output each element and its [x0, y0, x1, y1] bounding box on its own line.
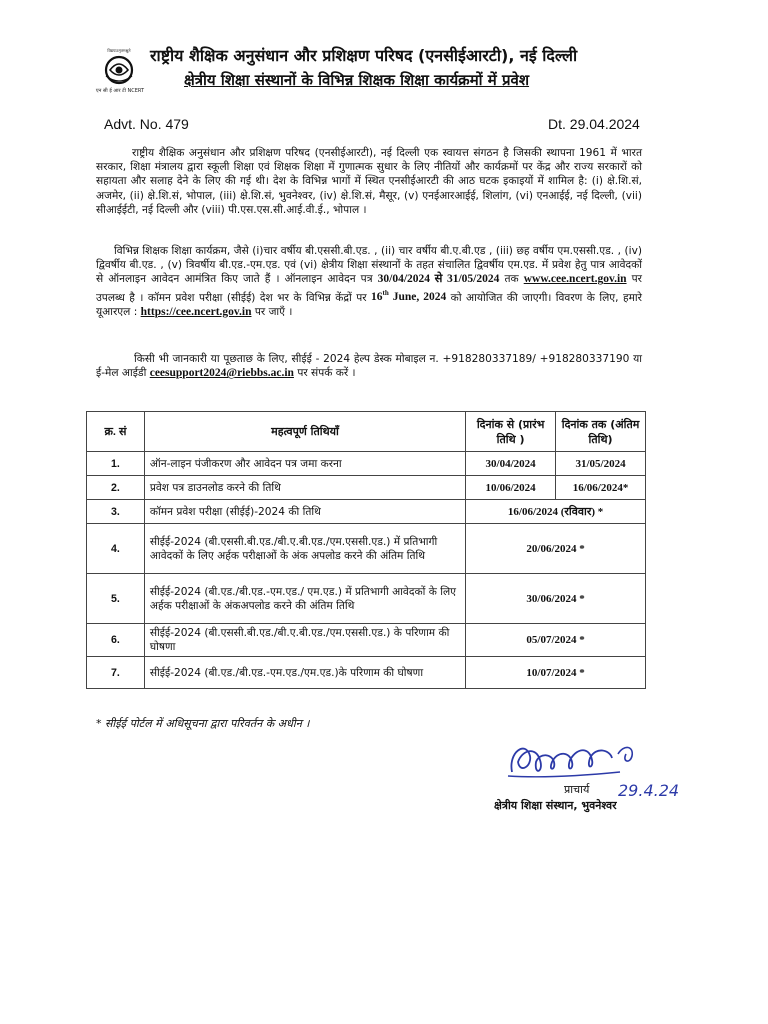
row-event: कॉमन प्रवेश परीक्षा (सीईई)-2024 की तिथि	[144, 500, 465, 524]
row-serial: 6.	[87, 624, 145, 657]
header-from: दिनांक से (प्रारंभ तिथि )	[466, 412, 556, 452]
table-header-row	[87, 412, 646, 452]
text-span: पर उपलब्ध है । कॉमन प्रवेश परीक्षा (सीईई) देश भर के विभिन्न केंद्रों पर	[96, 273, 642, 304]
table-row	[87, 476, 646, 500]
table-row	[87, 657, 646, 689]
table-row	[87, 574, 646, 624]
row-event: सीईई-2024 (बी.एड./बी.एड.-एम.एड./एम.एड.)के परिणाम की घोषणा	[144, 657, 465, 689]
row-serial: 2.	[87, 476, 145, 500]
text-span: तक	[499, 273, 524, 286]
table-row	[87, 524, 646, 574]
row-event: ऑन-लाइन पंजीकरण और आवेदन पत्र जमा करना	[144, 452, 465, 476]
intro-paragraph: राष्ट्रीय शैक्षिक अनुसंधान और प्रशिक्षण परिषद (एनसीईआरटी), नई दिल्ली एक स्वायत्त संगठन है जिसकी स्थापना 1961 में भारत सरकार, शिक्षा मंत्रालय द्वारा स्कूली शिक्षा एवं शिक्षक शिक्षा में गुणात्मक सुधार के लिए नीतियों और कार्यक्रमों पर केंद्र और राज्य सरकारों को सहायता और सलाह देने के लिए की गई थी। देश के विभिन्न भागों में स्थित एनसीईआरटी की आठ घटक इकाइयों में शामिल है: (i) क्षे.शि.सं, अजमेर, (ii) क्षे.शि.सं, भोपाल, (iii) क्षे.शि.सं, भुवनेश्वर, (iv) क्षे.शि.सं, मैसूर, (v) एनईआरआईई, शिलांग, (vi) एनआईई, नई दिल्ली, (vii) सीआईईटी, नई दिल्ली और (viii) पी.एस.एस.सी.आई.वी.ई., भोपाल ।	[96, 147, 642, 216]
advertisement-date: Dt. 29.04.2024	[548, 116, 640, 132]
row-date: 16/06/2024 (रविवार) *	[466, 500, 646, 524]
svg-text:विद्ययाऽमृतमश्नुते: विद्ययाऽमृतमश्नुते	[107, 48, 131, 53]
support-email-link[interactable]: ceesupport2024@riebbs.ac.in	[149, 367, 294, 380]
row-to-date: 16/06/2024*	[556, 476, 646, 500]
text-span: पर जाएँ ।	[251, 305, 293, 318]
cee-url-link[interactable]: https://cee.ncert.gov.in	[140, 305, 252, 318]
text-span: किसी भी जानकारी या पूछताछ के लिए, सीईई - 2024 हेल्प डेस्क मोबाइल न. +918280337189/ +918280337190 या ई-मेल आईडी	[96, 353, 642, 380]
table-row	[87, 624, 646, 657]
row-date: 20/06/2024 *	[466, 524, 646, 574]
text-span: को आयोजित की जाएगी। विवरण के लिए, हमारे यूआरएल :	[96, 291, 642, 318]
row-serial: 7.	[87, 657, 145, 689]
header-to: दिनांक तक (अंतिम तिथि)	[556, 412, 646, 452]
row-date: 30/06/2024 *	[466, 574, 646, 624]
organization-name: राष्ट्रीय शैक्षिक अनुसंधान और प्रशिक्षण परिषद (एनसीईआरटी), नई दिल्ली	[150, 46, 578, 65]
table-row	[87, 452, 646, 476]
row-event: सीईई-2024 (बी.एससी.बी.एड./बी.ए.बी.एड./एम.एससी.एड.) में प्रतिभागी आवेदकों के लिए अर्हक परीक्षाओं के अंक अपलोड करने की अंतिम तिथि	[144, 524, 465, 574]
text-span: विभिन्न शिक्षक शिक्षा कार्यक्रम, जैसे (i)चार वर्षीय बी.एससी.बी.एड. , (ii) चार वर्षीय बी.ए.बी.एड , (iii) छह वर्षीय एम.एससी.एड. , (iv) द्विवर्षीय बी.एड. , (v) त्रिवर्षीय बी.एड.-एम.एड. एवं (vi) क्षेत्रीय शिक्षा संस्थानों के तहत संचालित द्विवर्षीय एम.एड. में प्रवेश हेतु पात्र आवेदकों से ऑनलाइन आवेदन आमंत्रित किए जाते हैं । ऑनलाइन आवेदन पत्र	[96, 245, 642, 286]
signatory-title: प्राचार्य	[564, 783, 590, 796]
header-serial: क्र. सं	[87, 412, 145, 452]
notice-subject: क्षेत्रीय शिक्षा संस्थानों के विभिन्न शिक्षक शिक्षा कार्यक्रमों में प्रवेश	[184, 71, 530, 89]
advertisement-number: Advt. No. 479	[104, 116, 189, 132]
signatory-institute: क्षेत्रीय शिक्षा संस्थान, भुवनेश्वर	[494, 799, 617, 812]
signature-date: 29.4.24	[618, 781, 680, 800]
helpdesk-paragraph	[96, 352, 642, 380]
principal-signature	[500, 732, 680, 802]
exam-date: 16th June, 2024	[371, 289, 447, 304]
row-event: प्रवेश पत्र डाउनलोड करने की तिथि	[144, 476, 465, 500]
row-serial: 4.	[87, 524, 145, 574]
row-from-date: 10/06/2024	[466, 476, 556, 500]
important-dates-table	[86, 411, 646, 689]
row-serial: 1.	[87, 452, 145, 476]
row-date: 05/07/2024 *	[466, 624, 646, 657]
cee-website-link[interactable]: www.cee.ncert.gov.in	[523, 273, 627, 286]
text-span: पर संपर्क करें ।	[293, 367, 356, 380]
logo-caption: एन सी ई आर टी NCERT	[95, 88, 145, 94]
application-dates: 30/04/2024 से 31/05/2024	[377, 273, 500, 286]
row-event: सीईई-2024 (बी.एड./बी.एड.-एम.एड./ एम.एड.) में प्रतिभागी आवेदकों के लिए अर्हक परीक्षाओं के अंकअपलोड करने की अंतिम तिथि	[144, 574, 465, 624]
row-event: सीईई-2024 (बी.एससी.बी.एड./बी.ए.बी.एड./एम.एससी.एड.) के परिणाम की घोषणा	[144, 624, 465, 657]
row-serial: 3.	[87, 500, 145, 524]
footnote: * सीईई पोर्टल में अधिसूचना द्वारा परिवर्तन के अधीन ।	[96, 717, 310, 730]
row-serial: 5.	[87, 574, 145, 624]
row-to-date: 31/05/2024	[556, 452, 646, 476]
row-date: 10/07/2024 *	[466, 657, 646, 689]
programmes-paragraph	[96, 244, 642, 319]
header-event: महत्वपूर्ण तिथियाँ	[144, 412, 465, 452]
table-row	[87, 500, 646, 524]
row-from-date: 30/04/2024	[466, 452, 556, 476]
